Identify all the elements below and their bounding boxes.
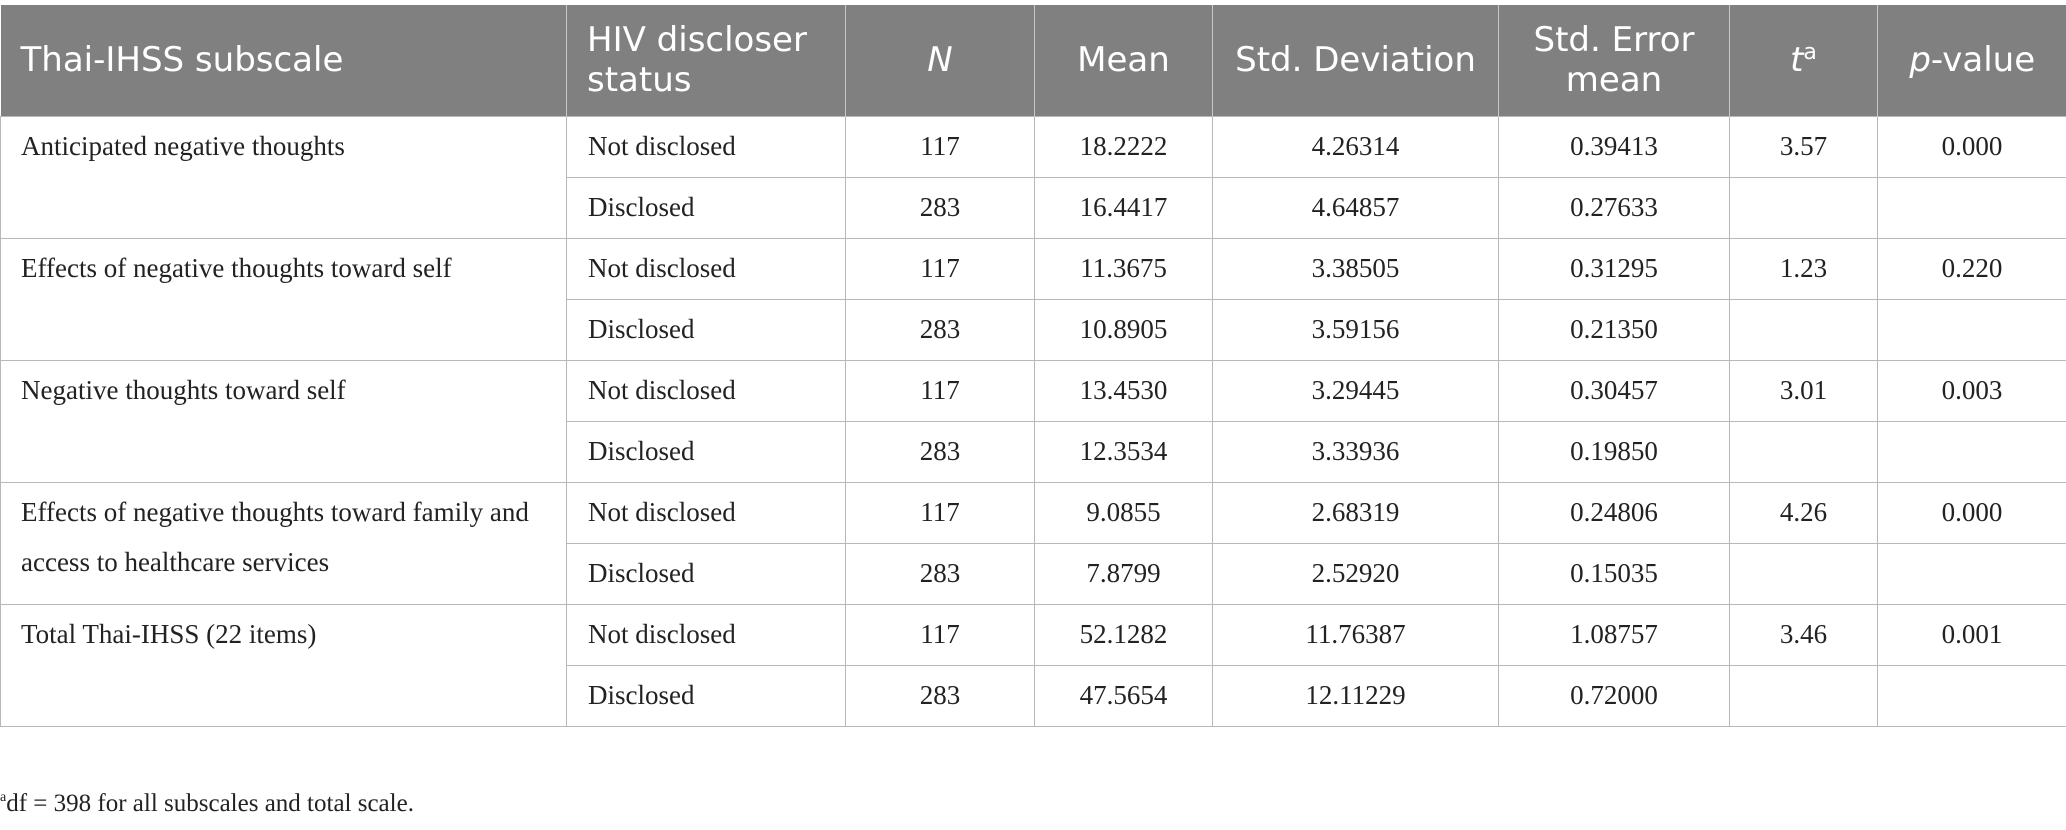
header-subscale: Thai-IHSS subscale — [1, 5, 567, 116]
t-cell-empty — [1730, 299, 1878, 360]
t-cell-empty — [1730, 665, 1878, 726]
table-header — [1, 5, 2066, 116]
sd-cell: 3.38505 — [1213, 238, 1499, 299]
status-cell: Disclosed — [567, 421, 846, 482]
mean-cell: 18.2222 — [1035, 116, 1213, 177]
mean-cell: 47.5654 — [1035, 665, 1213, 726]
header-sd: Std. Deviation — [1213, 5, 1499, 116]
header-p-value — [1878, 5, 2066, 116]
t-cell-empty — [1730, 421, 1878, 482]
mean-cell: 7.8799 — [1035, 543, 1213, 604]
n-cell: 283 — [846, 421, 1035, 482]
n-cell: 117 — [846, 238, 1035, 299]
n-cell: 117 — [846, 116, 1035, 177]
subscale-cell — [1, 360, 567, 482]
status-cell: Disclosed — [567, 665, 846, 726]
status-cell: Not disclosed — [567, 116, 846, 177]
footnote-marker: a — [0, 790, 7, 805]
header-p-rest: -value — [1930, 40, 2036, 81]
t-cell: 4.26 — [1730, 482, 1878, 543]
status-cell: Not disclosed — [567, 604, 846, 665]
p-value-cell-empty — [1878, 543, 2066, 604]
status-cell: Disclosed — [567, 177, 846, 238]
sd-cell: 4.64857 — [1213, 177, 1499, 238]
t-cell: 3.57 — [1730, 116, 1878, 177]
p-value-cell-empty — [1878, 665, 2066, 726]
status-cell: Not disclosed — [567, 238, 846, 299]
mean-cell: 12.3534 — [1035, 421, 1213, 482]
header-t — [1730, 5, 1878, 116]
table-body — [1, 116, 2066, 726]
mean-cell: 9.0855 — [1035, 482, 1213, 543]
table-row — [1, 604, 2066, 665]
se-cell: 0.72000 — [1499, 665, 1730, 726]
subscale-label: Effects of negative thoughts toward self — [21, 252, 452, 283]
header-p-italic: p — [1909, 40, 1931, 81]
p-value-cell-empty — [1878, 299, 2066, 360]
sd-cell: 3.29445 — [1213, 360, 1499, 421]
t-cell: 3.46 — [1730, 604, 1878, 665]
sd-cell: 11.76387 — [1213, 604, 1499, 665]
p-value-cell: 0.000 — [1878, 116, 2066, 177]
subscale-label: Negative thoughts toward self — [21, 374, 346, 405]
table-row — [1, 116, 2066, 177]
se-cell: 0.30457 — [1499, 360, 1730, 421]
footnote — [0, 790, 414, 818]
n-cell: 283 — [846, 665, 1035, 726]
se-cell: 0.21350 — [1499, 299, 1730, 360]
subscale-label: Anticipated negative thoughts — [21, 130, 345, 161]
header-se: Std. Error mean — [1499, 5, 1730, 116]
subscale-label: Total Thai-IHSS (22 items) — [21, 618, 317, 649]
p-value-cell: 0.003 — [1878, 360, 2066, 421]
n-cell: 283 — [846, 543, 1035, 604]
t-cell: 1.23 — [1730, 238, 1878, 299]
sd-cell: 3.33936 — [1213, 421, 1499, 482]
subscale-cell — [1, 238, 567, 360]
status-cell: Disclosed — [567, 299, 846, 360]
sd-cell: 4.26314 — [1213, 116, 1499, 177]
mean-cell: 13.4530 — [1035, 360, 1213, 421]
results-table — [0, 5, 2066, 727]
n-cell: 117 — [846, 604, 1035, 665]
sd-cell: 2.68319 — [1213, 482, 1499, 543]
p-value-cell-empty — [1878, 421, 2066, 482]
se-cell: 0.24806 — [1499, 482, 1730, 543]
mean-cell: 52.1282 — [1035, 604, 1213, 665]
header-t-text: t — [1790, 40, 1804, 81]
se-cell: 0.27633 — [1499, 177, 1730, 238]
t-cell-empty — [1730, 543, 1878, 604]
n-cell: 117 — [846, 360, 1035, 421]
subscale-cell — [1, 116, 567, 238]
header-n-text: N — [927, 40, 953, 81]
t-cell: 3.01 — [1730, 360, 1878, 421]
status-cell: Disclosed — [567, 543, 846, 604]
status-cell: Not disclosed — [567, 482, 846, 543]
table-row — [1, 360, 2066, 421]
p-value-cell: 0.220 — [1878, 238, 2066, 299]
p-value-cell-empty — [1878, 177, 2066, 238]
n-cell: 283 — [846, 177, 1035, 238]
se-cell: 0.19850 — [1499, 421, 1730, 482]
mean-cell: 11.3675 — [1035, 238, 1213, 299]
table-row — [1, 238, 2066, 299]
header-n — [846, 5, 1035, 116]
se-cell: 0.31295 — [1499, 238, 1730, 299]
p-value-cell: 0.000 — [1878, 482, 2066, 543]
mean-cell: 16.4417 — [1035, 177, 1213, 238]
t-cell-empty — [1730, 177, 1878, 238]
n-cell: 283 — [846, 299, 1035, 360]
table-row — [1, 482, 2066, 543]
results-table-container — [0, 5, 2066, 727]
sd-cell: 2.52920 — [1213, 543, 1499, 604]
sd-cell: 3.59156 — [1213, 299, 1499, 360]
p-value-cell: 0.001 — [1878, 604, 2066, 665]
subscale-cell — [1, 482, 567, 604]
se-cell: 0.39413 — [1499, 116, 1730, 177]
n-cell: 117 — [846, 482, 1035, 543]
se-cell: 1.08757 — [1499, 604, 1730, 665]
sd-cell: 12.11229 — [1213, 665, 1499, 726]
subscale-label: Effects of negative thoughts toward family and access to healthcare services — [21, 496, 529, 577]
subscale-cell — [1, 604, 567, 726]
header-mean: Mean — [1035, 5, 1213, 116]
status-cell: Not disclosed — [567, 360, 846, 421]
mean-cell: 10.8905 — [1035, 299, 1213, 360]
se-cell: 0.15035 — [1499, 543, 1730, 604]
footnote-text: df = 398 for all subscales and total scale. — [6, 790, 414, 817]
header-t-sup: a — [1803, 40, 1817, 66]
header-status: HIV discloser status — [567, 5, 846, 116]
